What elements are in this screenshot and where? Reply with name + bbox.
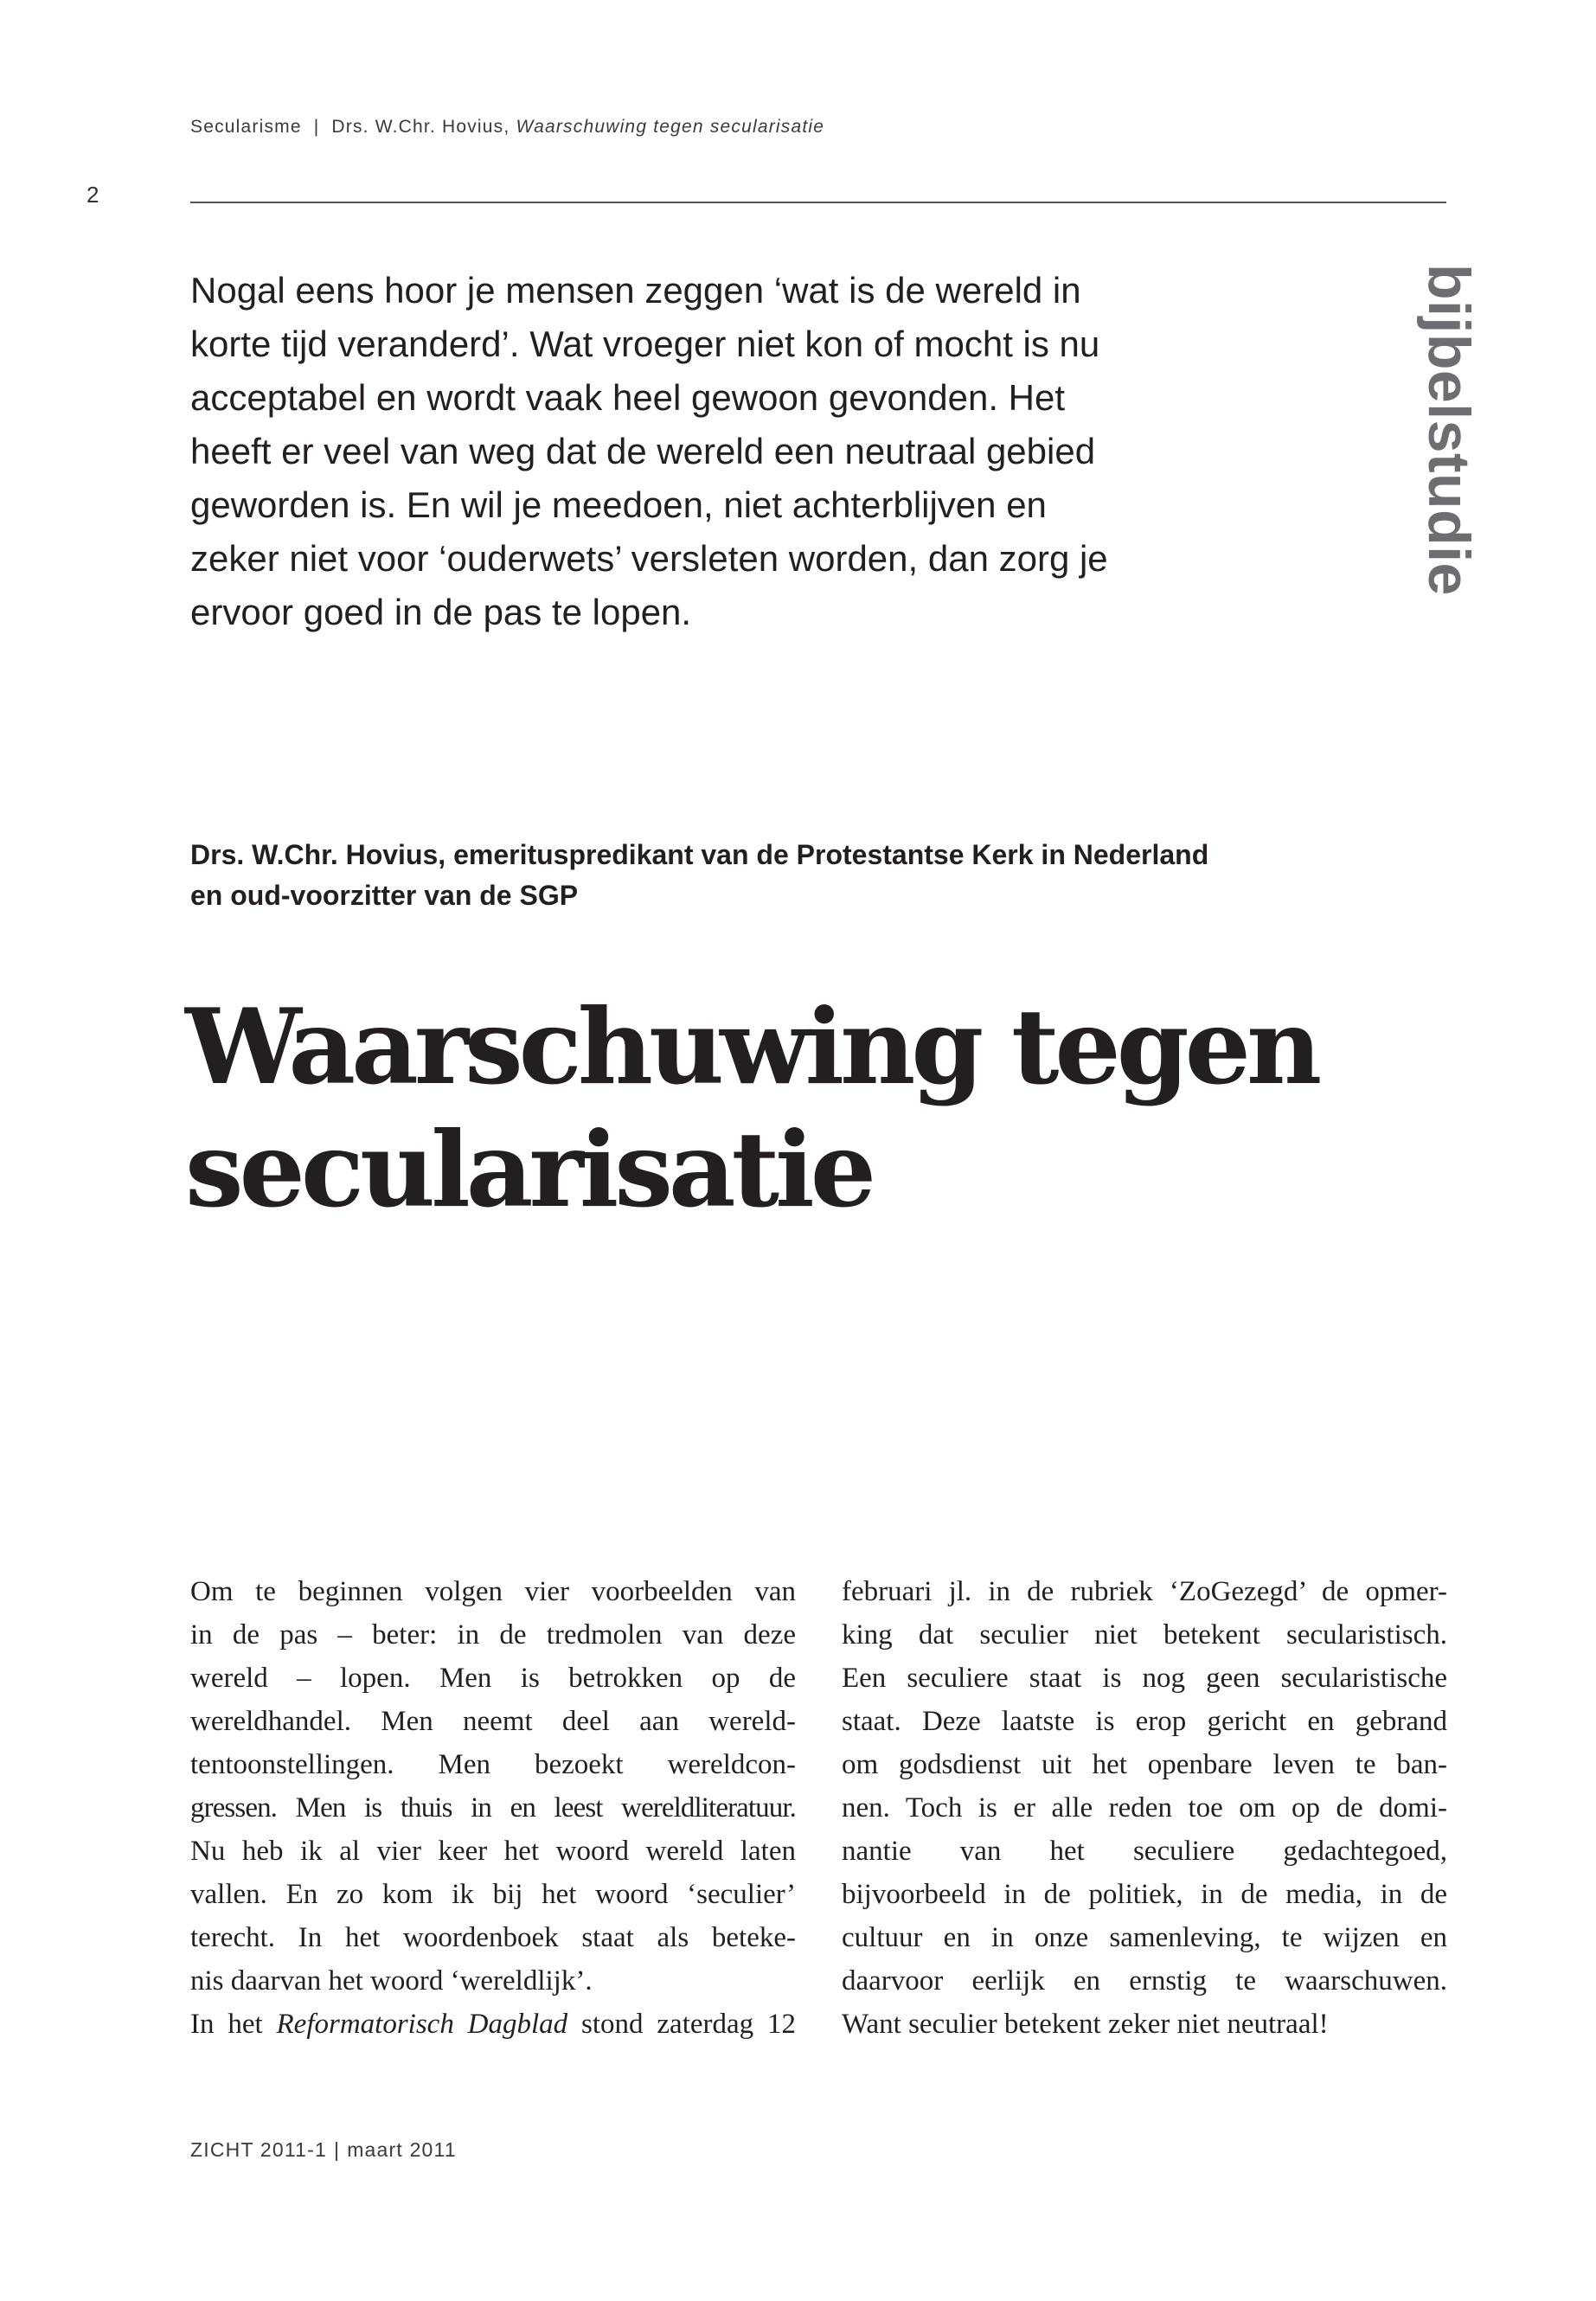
intro-line: geworden is. En wil je meedoen, niet achterblijven en (190, 484, 1047, 525)
body-line: in de pas – beter: in de tredmolen van deze (190, 1619, 796, 1650)
body-line: februari jl. in de rubriek ‘ZoGezegd’ de opmer- (842, 1576, 1447, 1607)
body-line: king dat seculier niet betekent secularistisch. (842, 1619, 1447, 1650)
body-line: wereldhandel. Men neemt deel aan wereld- (190, 1706, 796, 1737)
section-label: bijbelstudie (1416, 264, 1482, 596)
body-line: Om te beginnen volgen vier voorbeelden van (190, 1576, 796, 1607)
header-separator: | (313, 117, 320, 137)
body-line: bijvoorbeeld in de politiek, in de media, in de (842, 1879, 1447, 1910)
body-line: staat. Deze laatste is erop gericht en gebrand (842, 1706, 1447, 1737)
body-line: terecht. In het woordenboek staat als beteke- (190, 1922, 796, 1953)
intro-line: acceptabel en wordt vaak heel gewoon gevonden. Het (190, 377, 1066, 418)
body-text: In het (190, 2009, 277, 2040)
body-line: Nu heb ik al vier keer het woord wereld laten (190, 1836, 796, 1867)
author-byline (190, 835, 1401, 916)
body-line: nantie van het seculiere gedachtegoed, (842, 1836, 1447, 1867)
body-line: nen. Toch is er alle reden toe om op de domi- (842, 1792, 1447, 1823)
body-column-right (842, 1570, 1447, 2046)
intro-line: heeft er veel van weg dat de wereld een neutraal gebied (190, 431, 1096, 471)
body-line: Want seculier betekent zeker niet neutraal! (842, 2009, 1329, 2040)
footer-date: maart 2011 (347, 2138, 457, 2161)
footer-separator: | (334, 2138, 341, 2161)
article-title (185, 986, 1483, 1232)
title-line: secularisatie (185, 1109, 873, 1231)
running-header (190, 117, 824, 138)
body-line: cultuur en in onze samenleving, te wijzen en (842, 1922, 1447, 1953)
intro-line: korte tijd veranderd’. Wat vroeger niet kon of mocht is nu (190, 324, 1100, 364)
page-number: 2 (87, 182, 99, 208)
body-line: om godsdienst uit het openbare leven te ban- (842, 1749, 1447, 1780)
body-line: vallen. En zo kom ik bij het woord ‘seculier’ (190, 1879, 796, 1910)
body-line: Een seculiere staat is nog geen secularistische (842, 1663, 1447, 1694)
intro-line: ervoor goed in de pas te lopen. (190, 592, 692, 632)
intro-paragraph (190, 264, 1185, 639)
body-column-left (190, 1570, 796, 2046)
intro-line: Nogal eens hoor je mensen zeggen ‘wat is de wereld in (190, 270, 1081, 311)
body-line: tentoonstellingen. Men bezoekt wereldcon- (190, 1749, 796, 1780)
author-line: en oud-voorzitter van de SGP (190, 880, 579, 911)
header-article-title: Waarschuwing tegen secularisatie (516, 117, 825, 137)
footer-magazine: ZICHT 2011-1 (190, 2138, 327, 2161)
header-rule (190, 202, 1446, 203)
author-line: Drs. W.Chr. Hovius, emerituspredikant van de Protestantse Kerk in Nederland (190, 839, 1209, 870)
body-line: gressen. Men is thuis in en leest wereldliteratuur. (190, 1792, 796, 1823)
intro-line: zeker niet voor ‘ouderwets’ versleten worden, dan zorg je (190, 538, 1108, 579)
body-text: stond zaterdag 12 (567, 2009, 796, 2040)
title-line: Waarschuwing tegen (185, 986, 1318, 1108)
newspaper-name: Reformatorisch Dagblad (276, 2009, 568, 2040)
body-line: daarvoor eerlijk en ernstig te waarschuwen. (842, 1965, 1447, 1997)
header-author: Drs. W.Chr. Hovius, (331, 117, 510, 137)
header-section: Secularisme (190, 117, 302, 137)
body-line-last (190, 2003, 796, 2046)
page-footer (190, 2138, 457, 2162)
body-line: wereld – lopen. Men is betrokken op de (190, 1663, 796, 1694)
body-line: nis daarvan het woord ‘wereldlijk’. (190, 1965, 593, 1997)
